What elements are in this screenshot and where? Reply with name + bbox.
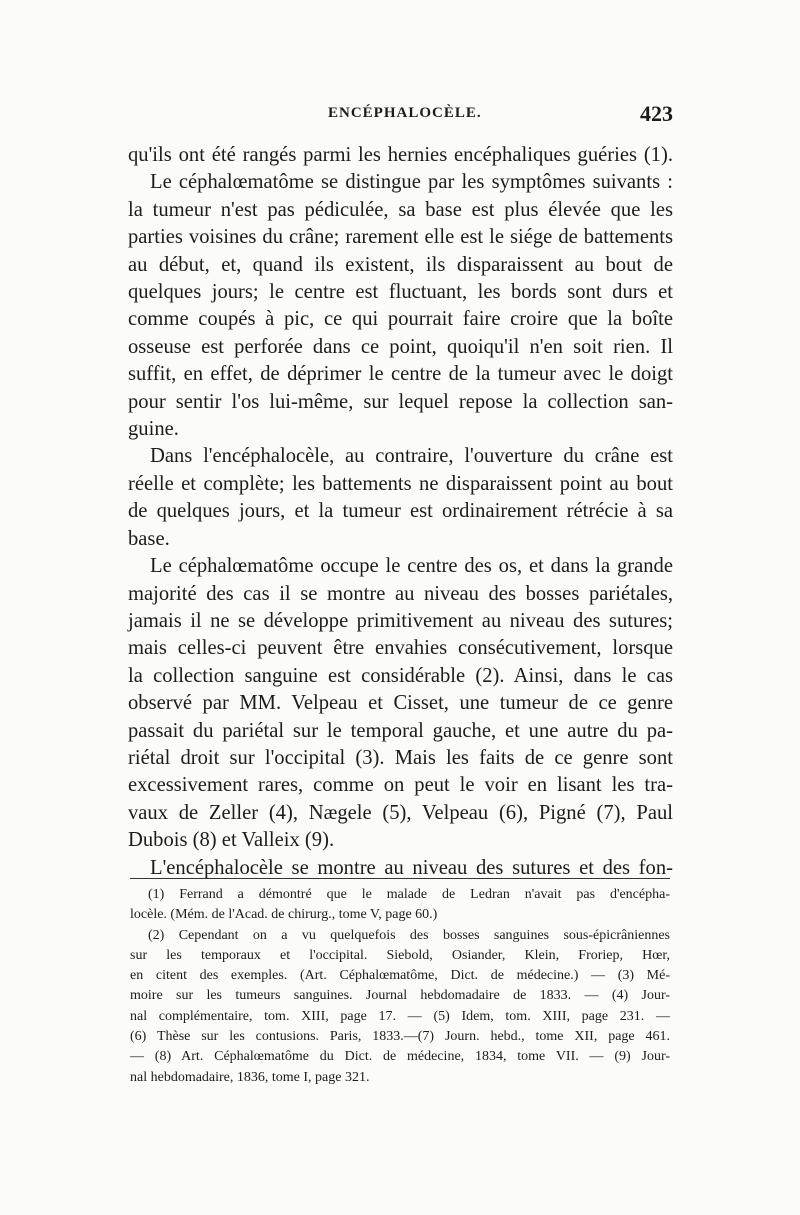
footnote-line: en citent des exemples. (Art. Céphalœmatôme, Dict. de médecine.) — (3) Mé- [130,968,670,984]
text-line: Dans l'encéphalocèle, au contraire, l'ouverture du crâne est [150,445,673,468]
footnote-line: nal complémentaire, tom. XIII, page 17. — (5) Idem, tom. XIII, page 231. — [130,1008,670,1024]
text-line: excessivement rares, comme on peut le voir en lisant les tra- [128,774,673,797]
text-line: riétal droit sur l'occipital (3). Mais les faits de ce genre sont [128,746,673,769]
text-line: quelques jours; le centre est fluctuant, les bords sont durs et [128,281,673,304]
text-line: parties voisines du crâne; rarement elle est le siége de battements [128,226,673,249]
footnote-line: (2) Cependant on a vu quelquefois des bosses sanguines sous-épicrâniennes [148,927,670,943]
footnote-line: — (8) Art. Céphalœmatôme du Dict. de médecine, 1834, tome VII. — (9) Jour- [130,1049,670,1065]
body-text [128,142,673,882]
text-line: Dubois (8) et Valleix (9). [128,829,335,852]
footnote-rule [130,878,670,879]
footnote-line: sur les temporaux et l'occipital. Siebold, Osiander, Klein, Froriep, Hœr, [130,947,670,963]
text-line: Le céphalœmatôme se distingue par les symptômes suivants : [150,171,673,194]
text-line: suffit, en effet, de déprimer le centre de la tumeur avec le doigt [128,363,673,386]
text-line: osseuse est perforée dans ce point, quoiqu'il n'en soit rien. Il [128,335,673,358]
footnotes [130,885,670,1088]
text-line: de quelques jours, et la tumeur est ordinairement rétrécie à sa [128,500,673,523]
text-line: observé par MM. Velpeau et Cisset, une tumeur de ce genre [128,692,673,715]
text-line: vaux de Zeller (4), Nægele (5), Velpeau (6), Pigné (7), Paul [128,801,673,824]
text-line: guine. [128,418,179,441]
text-line: jamais il ne se développe primitivement au niveau des sutures; [128,609,673,632]
footnote-line: moire sur les tumeurs sanguines. Journal hebdomadaire de 1833. — (4) Jour- [130,988,670,1004]
text-line: au début, et, quand ils existent, ils disparaissent au bout de [128,253,673,276]
text-line: la collection sanguine est considérable (2). Ainsi, dans le cas [128,664,673,687]
footnote-line: nal hebdomadaire, 1836, tome I, page 321. [130,1069,370,1085]
text-line: Le céphalœmatôme occupe le centre des os, et dans la grande [150,555,673,578]
text-line: la tumeur n'est pas pédiculée, sa base est plus élevée que les [128,198,673,221]
text-line: réelle et complète; les battements ne disparaissent point au bout [128,472,673,495]
text-line: base. [128,527,170,550]
text-line: pour sentir l'os lui-même, sur lequel repose la collection san- [128,390,673,413]
text-line: L'encéphalocèle se montre au niveau des sutures et des fon- [150,856,673,879]
running-head: ENCÉPHALOCÈLE. [328,105,482,121]
footnote-line: locèle. (Mém. de l'Acad. de chirurg., tome V, page 60.) [130,907,438,923]
text-line: mais celles-ci peuvent être envahies consécutivement, lorsque [128,637,673,660]
text-line: passait du pariétal sur le temporal gauche, et une autre du pa- [128,719,673,742]
page-header [128,103,673,127]
footnote-line: (1) Ferrand a démontré que le malade de Ledran n'avait pas d'encépha- [148,887,670,902]
page-number: 423 [640,101,673,126]
text-line: majorité des cas il se montre au niveau des bosses pariétales, [128,582,673,605]
footnote-line: (6) Thèse sur les contusions. Paris, 1833.—(7) Journ. hebd., tome XII, page 461. [130,1029,670,1045]
text-line: qu'ils ont été rangés parmi les hernies encéphaliques guéries (1). [128,144,673,166]
text-line: comme coupés à pic, ce qui pourrait faire croire que la boîte [128,308,673,331]
